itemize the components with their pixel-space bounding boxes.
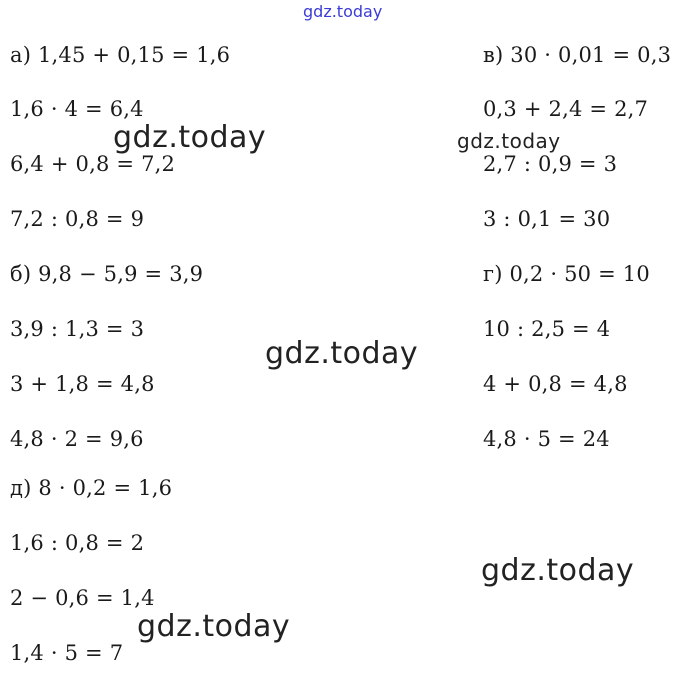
- equation-a-3: 6,4 + 0,8 = 7,2: [10, 152, 176, 176]
- equation-g-2: 10 : 2,5 = 4: [483, 317, 611, 341]
- equation-g-4: 4,8 · 5 = 24: [483, 427, 610, 451]
- watermark: gdz.today: [137, 609, 291, 644]
- equation-g-1: г) 0,2 · 50 = 10: [483, 262, 650, 286]
- equation-b-1: б) 9,8 − 5,9 = 3,9: [10, 262, 204, 286]
- equation-v-2: 0,3 + 2,4 = 2,7: [483, 97, 649, 121]
- watermark: gdz.today: [457, 129, 561, 153]
- equation-a-1: а) 1,45 + 0,15 = 1,6: [10, 43, 231, 67]
- equation-d-1: д) 8 · 0,2 = 1,6: [10, 476, 173, 500]
- equation-a-4: 7,2 : 0,8 = 9: [10, 207, 145, 231]
- watermark-top: gdz.today: [303, 2, 383, 21]
- equation-v-4: 3 : 0,1 = 30: [483, 207, 611, 231]
- equation-d-2: 1,6 : 0,8 = 2: [10, 531, 145, 555]
- equation-a-2: 1,6 · 4 = 6,4: [10, 97, 144, 121]
- equation-b-3: 3 + 1,8 = 4,8: [10, 372, 155, 396]
- equation-b-2: 3,9 : 1,3 = 3: [10, 317, 145, 341]
- watermark: gdz.today: [265, 336, 419, 371]
- equation-v-3: 2,7 : 0,9 = 3: [483, 152, 618, 176]
- equation-d-3: 2 − 0,6 = 1,4: [10, 586, 155, 610]
- equation-g-3: 4 + 0,8 = 4,8: [483, 372, 628, 396]
- watermark: gdz.today: [481, 553, 635, 588]
- equation-b-4: 4,8 · 2 = 9,6: [10, 427, 144, 451]
- equation-v-1: в) 30 · 0,01 = 0,3: [483, 43, 672, 67]
- equation-d-4: 1,4 · 5 = 7: [10, 641, 124, 665]
- watermark: gdz.today: [113, 120, 267, 155]
